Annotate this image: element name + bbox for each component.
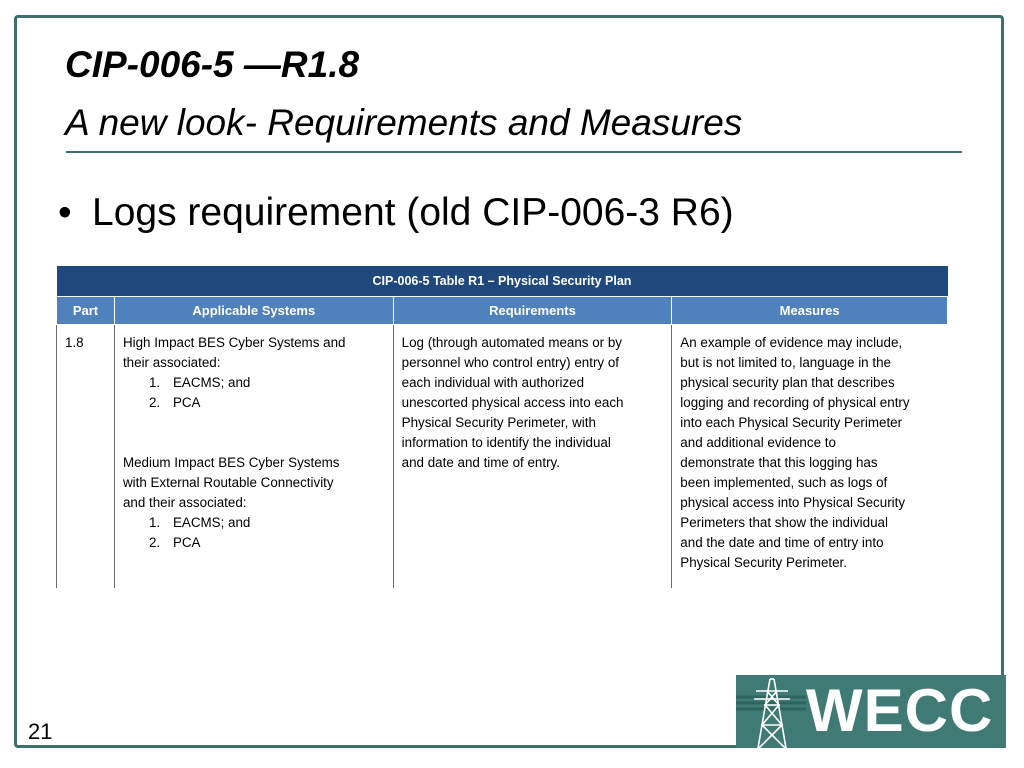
list-item [123, 533, 385, 553]
requirements-line: Physical Security Perimeter, with [401, 414, 596, 430]
requirements-table [56, 266, 948, 588]
transmission-tower-icon [736, 675, 806, 748]
systems-high-line: their associated: [122, 354, 221, 370]
requirements-line: Log (through automated means or by [401, 334, 622, 350]
measures-line: logging and recording of physical entry [680, 394, 910, 410]
measures-line: Physical Security Perimeter. [680, 554, 847, 570]
list-number: 1. [148, 374, 161, 390]
systems-medium-line: with External Routable Connectivity [122, 474, 334, 490]
measures-line: physical security plan that describes [680, 374, 895, 390]
list-text: PCA [172, 394, 201, 410]
measures-line: but is not limited to, language in the [680, 354, 891, 370]
requirements-line: and date and time of entry. [401, 454, 560, 470]
list-item [123, 373, 385, 393]
measures-line: physical access into Physical Security [680, 494, 906, 510]
requirements-line: information to identify the individual [401, 434, 611, 450]
slide-title: CIP-006-5 —R1.8 [65, 44, 360, 85]
slide-subtitle: A new look- Requirements and Measures [65, 102, 743, 143]
header-requirements: Requirements [393, 296, 672, 324]
measures-line: into each Physical Security Perimeter [680, 414, 903, 430]
header-measures: Measures [672, 296, 948, 324]
list-item [123, 393, 385, 413]
systems-high-list [123, 373, 385, 413]
list-text: EACMS; and [172, 374, 251, 390]
bullet-marker: • [58, 191, 72, 234]
measures-line: demonstrate that this logging has [680, 454, 878, 470]
measures-line: and additional evidence to [680, 434, 836, 450]
logo-text: WECC [806, 677, 994, 744]
list-item [123, 513, 385, 533]
list-text: PCA [172, 534, 201, 550]
requirements-line: each individual with authorized [401, 374, 585, 390]
measures-line: and the date and time of entry into [680, 534, 884, 550]
measures-line: An example of evidence may include, [680, 334, 903, 350]
systems-medium-list [123, 513, 385, 553]
part-number: 1.8 [65, 334, 84, 350]
list-number: 1. [148, 514, 161, 530]
list-number: 2. [148, 394, 161, 410]
requirements-line: unescorted physical access into each [401, 394, 624, 410]
requirements-line: personnel who control entry) entry of [401, 354, 619, 370]
header-part: Part [57, 296, 115, 324]
list-text: EACMS; and [172, 514, 251, 530]
header-applicable-systems: Applicable Systems [114, 296, 393, 324]
measures-line: been implemented, such as logs of [680, 474, 888, 490]
table-title: CIP-006-5 Table R1 – Physical Security Plan [57, 266, 948, 296]
systems-high-line: High Impact BES Cyber Systems and [122, 334, 346, 350]
bullet-text: Logs requirement (old CIP-006-3 R6) [92, 191, 734, 234]
title-divider [66, 151, 962, 153]
bullet-item [58, 192, 734, 235]
cell-requirements [393, 324, 672, 588]
cell-applicable-systems [114, 324, 393, 588]
cell-part [57, 324, 115, 588]
systems-medium-line: and their associated: [122, 494, 247, 510]
page-number: 21 [28, 719, 53, 744]
cell-measures [672, 324, 948, 588]
list-number: 2. [148, 534, 161, 550]
measures-line: Perimeters that show the individual [680, 514, 888, 530]
systems-medium-line: Medium Impact BES Cyber Systems [122, 454, 340, 470]
table-row [57, 324, 948, 588]
wecc-logo [736, 675, 1006, 748]
